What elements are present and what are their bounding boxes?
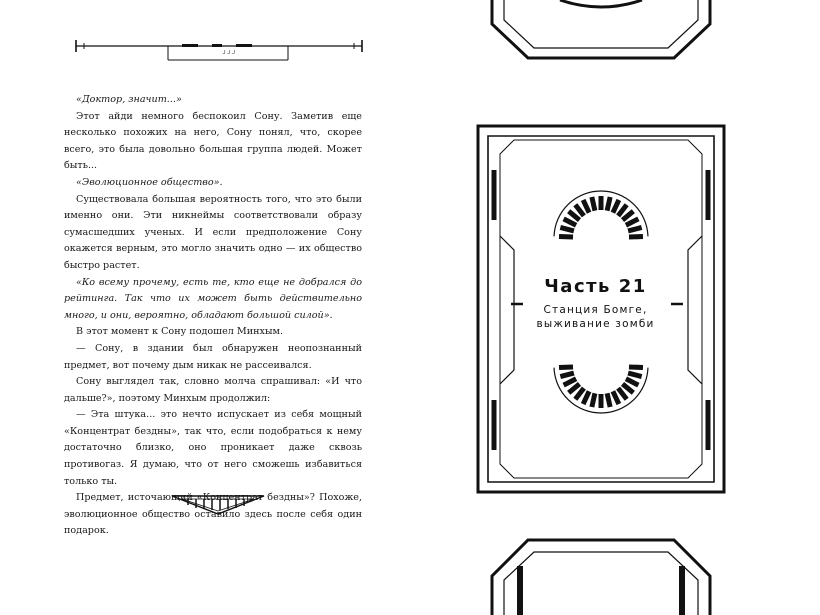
paragraph: — Эта штука... это нечто испускает из себя мощный «Концентрат бездны», так что, если подобраться к нему достаточно близко, оно проникает даже сквозь противогаз. Я думаю, что от него сможешь избавиться только ты. (64, 409, 362, 487)
paragraph: — Сону, в здании был обнаружен неопознанный предмет, вот почему дым никак не рассеивался. (64, 342, 362, 371)
chapter-subtitle-line1: Станция Бомге, (543, 304, 648, 316)
arc-tick (569, 384, 580, 393)
body-text (64, 92, 362, 540)
arc-tick (628, 373, 642, 377)
arc-tick (626, 219, 638, 225)
paragraph: «Доктор, значит...» (76, 94, 182, 105)
paragraph: Сону выглядел так, словно молча спрашивал: «И что дальше?», поэтому Минхым продолжил: (64, 376, 362, 404)
upper-arc-ornament (554, 191, 648, 237)
arc-tick (564, 219, 576, 225)
arc-tick (623, 211, 634, 220)
arc-tick (613, 391, 619, 404)
arc-tick (575, 388, 584, 399)
paragraph: В этот момент к Сону подошел Минхым. (76, 326, 284, 338)
arc-tick (592, 393, 595, 407)
paragraph: «Ко всему прочему, есть те, кто еще не добрался до рейтинга. Так что их может быть действительно много, и они, вероятно, обладают большой силой». (64, 276, 362, 321)
arc-tick (628, 227, 642, 231)
arc-tick (613, 200, 619, 213)
arc-tick (560, 373, 574, 377)
paragraph: Предмет, источающий «Концентрат бездны»? Похоже, эволюционное общество оставило здесь после себя один подарок. (64, 492, 362, 537)
paragraph: «Эволюционное общество». (76, 176, 223, 188)
chapter-heading (478, 276, 713, 331)
paragraph: Этот айди немного беспокоил Сону. Заметив еще несколько похожих на него, Сону понял, что, скорее всего, это была довольно большая группа людей. Может быть... (64, 110, 362, 172)
arc-tick (583, 391, 589, 404)
running-head: ᴊᴊᴊ (222, 48, 238, 56)
arc-tick (569, 211, 580, 220)
arc-tick (626, 379, 638, 385)
arc-tick (592, 197, 595, 211)
arc-tick (575, 205, 584, 216)
bottom-frame-ornament (492, 540, 710, 615)
chapter-subtitle-line2: выживание зомби (536, 318, 655, 330)
arc-tick (607, 197, 610, 211)
arc-tick (564, 379, 576, 385)
top-frame-ornament (492, 0, 710, 58)
arc-tick (618, 205, 627, 216)
paragraph: Существовала большая вероятность того, что это были именно они. Эти никнеймы соответствовали образу сумасшедших ученых. И если предположение Сону окажется верным, это могло значить одно — их общество быстро растет. (64, 193, 362, 271)
arc-tick (583, 200, 589, 213)
arc-tick (618, 388, 627, 399)
arc-tick (607, 393, 610, 407)
lower-arc-ornament (554, 367, 648, 413)
chapter-title: Часть 21 (544, 276, 647, 297)
arc-tick (623, 384, 634, 393)
arc-tick (560, 227, 574, 231)
